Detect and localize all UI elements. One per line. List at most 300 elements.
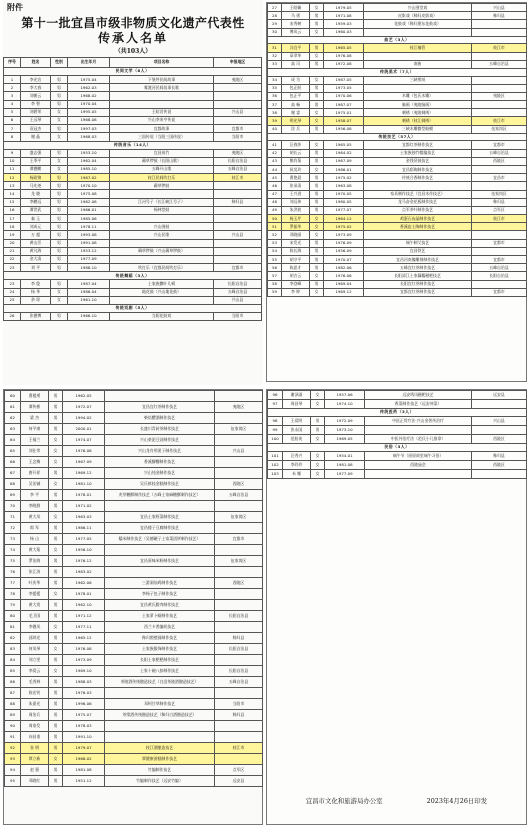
person-sex: 男 (51, 92, 68, 100)
region-name (215, 600, 263, 611)
project-name: 西兰卡普编织技艺 (105, 622, 215, 633)
table-row (268, 4, 527, 12)
person-name: 朱洪波 (282, 206, 310, 214)
row-number: 86 (5, 677, 21, 688)
row-number: 62 (5, 413, 21, 424)
person-sex: 男 (310, 157, 324, 165)
table-row (5, 611, 263, 622)
region-name (472, 400, 527, 409)
region-name (215, 413, 263, 424)
region-name: 五峰自治县 (472, 264, 527, 272)
table-row (5, 490, 263, 501)
table-row (268, 44, 527, 52)
project-name: 南曲 (364, 60, 472, 68)
project-name: 竹编制作技艺 (105, 765, 215, 776)
region-name: 夷陵区 (215, 402, 263, 413)
table-top-right (267, 3, 527, 297)
table-row (268, 149, 527, 157)
person-name: 谢泽淑 (283, 391, 311, 400)
person-sex: 男 (51, 255, 68, 263)
region-name (215, 545, 263, 556)
category-row (268, 36, 527, 44)
birth-date: 1978.11 (68, 223, 110, 231)
row-number: 94 (5, 765, 21, 776)
table-row (5, 556, 263, 567)
project-name: 覃健康蚕糕制作技艺 (105, 754, 215, 765)
project-name: 三游洞仙鸡制作技艺 (105, 578, 215, 589)
birth-date: 1963.03 (63, 512, 105, 523)
person-name: 刘朝云 (21, 92, 51, 100)
person-name: 李登峰 (282, 280, 310, 288)
person-name: 李鹏远 (21, 198, 51, 206)
region-name (214, 206, 262, 214)
birth-date: 1985.10 (68, 165, 110, 173)
person-sex: 女 (49, 622, 63, 633)
project-name: 远安鸣凤糍粑技艺 (365, 391, 472, 400)
row-number: 47 (268, 190, 282, 198)
row-number: 89 (5, 710, 21, 721)
birth-date: 1976.06 (63, 446, 105, 457)
category-row (268, 409, 527, 417)
birth-date: 1981.10 (63, 479, 105, 490)
birth-date: 1971.12 (63, 611, 105, 622)
row-number: 5 (4, 108, 21, 116)
person-name: 余 琼 (21, 296, 51, 304)
table-row (5, 688, 263, 699)
footer-office: 宜昌市文化和旅游局办公室 (305, 797, 383, 805)
project-name (364, 52, 472, 60)
person-name: 刘远伟 (282, 198, 310, 206)
person-sex: 女 (311, 435, 325, 444)
person-name: 王远琴 (21, 116, 51, 124)
table-row (268, 426, 527, 435)
region-name (472, 223, 527, 231)
birth-date: 1987.04 (68, 280, 110, 288)
table-row (4, 312, 262, 320)
row-number: 65 (5, 446, 21, 457)
region-name (472, 109, 527, 117)
project-name: 茶陵酒传统酿造技艺（白沮茶陵酒酿造技艺） (105, 677, 215, 688)
person-name: 高 司 (282, 60, 310, 68)
person-sex: 男 (310, 92, 324, 100)
region-name: 长阳自治县 (215, 644, 263, 655)
table-row (268, 417, 527, 426)
birth-date: 1959.03 (324, 20, 364, 28)
row-number: 79 (5, 600, 21, 611)
table-row (4, 182, 262, 190)
project-name: 宜昌黄氏腊肉制作技艺 (105, 600, 215, 611)
region-name: 西陵区 (215, 479, 263, 490)
table-row (4, 100, 262, 108)
row-number: 35 (268, 84, 282, 92)
person-sex: 女 (310, 215, 324, 223)
table-row (268, 190, 527, 198)
table-row (4, 206, 262, 214)
row-number: 63 (5, 424, 21, 435)
person-name: 陈长海 (282, 247, 310, 255)
project-name (110, 296, 214, 304)
project-name: 地花鼓（兴山地花鼓） (110, 288, 214, 296)
person-name: 陈思才 (282, 264, 310, 272)
birth-date: 1965.05 (324, 141, 364, 149)
col-no: 序号 (4, 58, 21, 68)
region-name (214, 239, 262, 247)
person-name: 王昭娴 (282, 4, 310, 12)
table-row (268, 247, 527, 255)
row-number: 7 (4, 125, 21, 133)
row-number: 9 (4, 149, 21, 157)
person-name: 马 勇 (282, 12, 310, 20)
person-name: 向昌甫 (21, 732, 49, 743)
person-name: 张德博 (21, 312, 51, 320)
person-sex: 男 (49, 743, 63, 754)
row-number: 51 (268, 223, 282, 231)
birth-date: 1978.03 (63, 721, 105, 732)
row-number: 22 (4, 255, 21, 263)
project-name: 枝江楠管 (364, 44, 472, 52)
person-sex: 男 (49, 556, 63, 567)
table-row (268, 231, 527, 239)
region-name: 秭归县 (215, 710, 263, 721)
table-row (4, 264, 262, 272)
row-number: 49 (268, 206, 282, 214)
region-name: 兴山县 (472, 4, 527, 12)
table-row (5, 413, 263, 424)
table-row (5, 424, 263, 435)
person-sex: 男 (49, 501, 63, 512)
region-name: 宜都市 (472, 141, 527, 149)
row-number: 52 (268, 231, 282, 239)
row-number: 20 (4, 239, 21, 247)
col-sex: 性别 (51, 58, 68, 68)
table-row (5, 479, 263, 490)
birth-date: 1978.01 (63, 490, 105, 501)
person-name: 刘碧荣 (21, 108, 51, 116)
birth-date: 1986.11 (63, 523, 105, 534)
birth-date: 1973.05 (324, 84, 364, 92)
birth-date: 1962.04 (68, 157, 110, 165)
row-number: 100 (268, 435, 283, 444)
category-row (4, 141, 262, 149)
row-number: 91 (5, 732, 21, 743)
table-row (268, 400, 527, 409)
row-number: 73 (5, 534, 21, 545)
person-sex: 女 (311, 452, 325, 461)
person-sex: 男 (51, 280, 68, 288)
region-name (214, 84, 262, 92)
project-name (105, 545, 215, 556)
project-name: 土家族服饰制作技艺 (105, 644, 215, 655)
project-name: 兴山龙舟形团子制作技艺 (105, 446, 215, 457)
row-number: 87 (5, 688, 21, 699)
row-number: 40 (268, 125, 282, 133)
region-name (215, 754, 263, 765)
row-number: 16 (4, 206, 21, 214)
row-number: 55 (268, 256, 282, 264)
birth-date: 1975.07 (63, 710, 105, 721)
row-number: 44 (268, 165, 282, 173)
project-name (105, 688, 215, 699)
birth-date: 1976.08 (324, 52, 364, 60)
table-row (268, 272, 527, 280)
table-row (4, 174, 262, 182)
table-row (268, 206, 527, 214)
project-name (110, 190, 214, 198)
project-name: 端午制艾技艺 (364, 239, 472, 247)
row-number: 56 (268, 264, 282, 272)
person-sex: 男 (49, 677, 63, 688)
region-name: 夷陵区 (214, 76, 262, 84)
person-sex: 男 (51, 76, 68, 84)
region-name (215, 732, 263, 743)
birth-date: 1982.06 (324, 264, 364, 272)
birth-date: 1962.06 (63, 578, 105, 589)
table-row (5, 523, 263, 534)
project-name (110, 100, 214, 108)
row-number: 19 (4, 231, 21, 239)
row-number: 90 (5, 721, 21, 732)
region-name (472, 247, 527, 255)
region-name: 伍家岗区 (215, 556, 263, 567)
table-row (268, 101, 527, 109)
region-name (472, 470, 527, 479)
region-name (215, 567, 263, 578)
row-number: 42 (268, 149, 282, 157)
person-sex: 女 (49, 754, 63, 765)
region-name: 枝江市 (215, 743, 263, 754)
region-name: 宜都市 (472, 239, 527, 247)
region-name: 宜都市 (215, 534, 263, 545)
region-name: 西陵区 (472, 461, 527, 470)
table-row (5, 391, 263, 402)
col-project: 项目名称 (110, 58, 214, 68)
row-number: 24 (4, 288, 21, 296)
person-name: 胡吉云 (282, 272, 310, 280)
project-name (364, 182, 472, 190)
category-label: 传统美术（7人） (268, 68, 527, 76)
birth-date: 1953.12 (68, 247, 110, 255)
table-row (4, 198, 262, 206)
person-name: 黄凡海 (21, 247, 51, 255)
birth-date: 1964.12 (324, 215, 364, 223)
table-row (5, 567, 263, 578)
birth-date: 1968.02 (68, 92, 110, 100)
row-number: 15 (4, 198, 21, 206)
person-name: 谭世武 (21, 206, 51, 214)
person-name: 李德凤 (21, 622, 49, 633)
project-name: 宜都宜红茶制作技艺 (364, 288, 472, 296)
person-name: 李爱云 (21, 666, 49, 677)
region-name (472, 28, 527, 36)
birth-date: 1994.02 (63, 413, 105, 424)
row-number: 68 (5, 479, 21, 490)
birth-date: 1965.05 (324, 44, 364, 52)
birth-date: 1975.01 (324, 109, 364, 117)
birth-date: 1976.06 (324, 272, 364, 280)
row-number: 6 (4, 116, 21, 124)
row-number: 38 (268, 109, 282, 117)
row-number: 39 (268, 117, 282, 125)
person-name: 陈宏钊 (21, 688, 49, 699)
row-number: 93 (5, 754, 21, 765)
row-number: 18 (4, 223, 21, 231)
table-row (268, 215, 527, 223)
person-name: 罗振华 (282, 223, 310, 231)
person-name: 马先尧 (21, 182, 51, 190)
person-sex: 男 (51, 100, 68, 108)
person-name: 高 畅 (282, 101, 310, 109)
category-label: 传统技艺（57人） (268, 133, 527, 141)
birth-date: 1969.12 (63, 468, 105, 479)
region-name: 伍家岗区 (215, 424, 263, 435)
person-name: 范桂英 (283, 435, 311, 444)
person-sex: 女 (49, 457, 63, 468)
table-row (5, 699, 263, 710)
region-name: 枝江市 (472, 117, 527, 125)
birth-date: 1977.09 (68, 255, 110, 263)
category-label: 传统音乐（14人） (4, 141, 262, 149)
table-row (268, 182, 527, 190)
project-name: 宜昌土家野菜制作技艺 (105, 512, 215, 523)
row-number: 84 (5, 655, 21, 666)
row-number: 37 (268, 101, 282, 109)
project-name: 吹打乐（宜都民间吹打乐） (110, 264, 214, 272)
row-number: 27 (268, 4, 282, 12)
person-sex: 男 (310, 247, 324, 255)
person-sex: 男 (49, 413, 63, 424)
project-name: 三峡木雕微型船模 (364, 125, 472, 133)
table-row (268, 470, 527, 479)
project-name: 宜昌楼子豆腐制作技艺 (105, 523, 215, 534)
row-number: 17 (4, 215, 21, 223)
region-name: 当阳市 (214, 133, 262, 141)
person-sex: 女 (310, 4, 324, 12)
attachment-label: 附件 (7, 2, 23, 12)
table-row (268, 109, 527, 117)
person-name: 李 平 (21, 490, 49, 501)
project-name: 江河号子（长江峡江号子） (110, 198, 214, 206)
col-region: 申报地区 (214, 58, 262, 68)
project-name: 长阳宜红茶制作技艺 (364, 280, 472, 288)
table-header-row (4, 58, 262, 68)
person-sex: 女 (310, 272, 324, 280)
row-number: 101 (268, 452, 283, 461)
person-name: 李玲玲 (283, 461, 311, 470)
birth-date: 1976.12 (63, 556, 105, 567)
project-name: 土家萝卜蛎制作技艺 (105, 611, 215, 622)
person-sex: 女 (49, 435, 63, 446)
person-sex: 男 (310, 20, 324, 28)
row-number: 30 (268, 28, 282, 36)
project-name: 五峰宜红茶制作技艺 (364, 264, 472, 272)
table-row (4, 280, 262, 288)
person-name: 李 智 (21, 100, 51, 108)
project-name: 点军茶叶制作技艺 (364, 206, 472, 214)
person-sex: 男 (310, 12, 324, 20)
birth-date: 1970.10 (68, 182, 110, 190)
birth-date: 1991.08 (68, 239, 110, 247)
col-name: 姓名 (21, 58, 51, 68)
table-row (5, 743, 263, 754)
person-name: 李光宣 (21, 76, 51, 84)
person-sex: 男 (49, 732, 63, 743)
project-name: 枝江民间吹打乐 (110, 174, 214, 182)
region-name (215, 391, 263, 402)
table-row (5, 765, 263, 776)
person-name: 章翠华 (282, 52, 310, 60)
row-number: 13 (4, 182, 21, 190)
person-name: 张承清 (282, 182, 310, 190)
birth-date: 1973.09 (63, 655, 105, 666)
person-sex: 男 (311, 417, 325, 426)
person-name: 黄大凤 (21, 512, 49, 523)
person-sex: 女 (311, 400, 325, 409)
region-name: 当阳市 (214, 312, 262, 320)
project-name: 王昭君传说 (110, 108, 214, 116)
row-number: 23 (4, 280, 21, 288)
region-name: 秭归县 (215, 633, 263, 644)
person-sex: 男 (310, 174, 324, 182)
region-name: 兴山县 (215, 446, 263, 457)
table-row (268, 174, 527, 182)
birth-date: 1964.02 (324, 149, 364, 157)
table-row (268, 198, 527, 206)
row-number: 103 (268, 470, 283, 479)
person-name: 李晓群 (21, 501, 49, 512)
person-sex: 男 (51, 190, 68, 198)
col-birth: 出生年月 (68, 58, 110, 68)
birth-date: 1958.07 (324, 117, 364, 125)
birth-date: 1977.11 (63, 622, 105, 633)
table-row (5, 457, 263, 468)
row-number: 82 (5, 633, 21, 644)
table-row (5, 589, 263, 600)
birth-date: 1969.10 (63, 666, 105, 677)
person-sex: 女 (311, 391, 325, 400)
table-row (268, 12, 527, 20)
person-name: 张江涛 (21, 567, 49, 578)
person-sex: 女 (49, 446, 63, 457)
row-number: 46 (268, 182, 282, 190)
region-name (214, 116, 262, 124)
person-name: 唐开祥 (21, 468, 49, 479)
row-number: 50 (268, 215, 282, 223)
document-title-line1: 第十一批宜昌市级非物质文化遗产代表性 (21, 16, 245, 30)
person-name: 吴治铖 (21, 479, 49, 490)
table-row (4, 149, 262, 157)
person-name: 黄大菊 (21, 545, 49, 556)
person-sex: 男 (51, 125, 68, 133)
project-name: 土家族撒叶儿嗬 (110, 280, 214, 288)
region-name: 伍家岗区 (215, 512, 263, 523)
birth-date: 1969.05 (325, 435, 365, 444)
project-name: 宜都故事 (110, 125, 214, 133)
project-name: 宜都红茶制作技艺 (364, 141, 472, 149)
person-sex: 女 (310, 165, 324, 173)
person-sex: 男 (310, 125, 324, 133)
person-sex: 女 (310, 288, 324, 296)
project-name: 邓柯甘草制作技艺 (105, 699, 215, 710)
row-number: 69 (5, 490, 21, 501)
person-sex: 女 (51, 116, 68, 124)
person-name: 宋秀树 (282, 20, 310, 28)
table-row (268, 76, 527, 84)
project-name: 兴山民歌 (110, 231, 214, 239)
birth-date: 1953.10 (68, 149, 110, 157)
region-name (214, 100, 262, 108)
row-number: 74 (5, 545, 21, 556)
project-name: 长阳土家粑粑制作技艺 (105, 655, 215, 666)
